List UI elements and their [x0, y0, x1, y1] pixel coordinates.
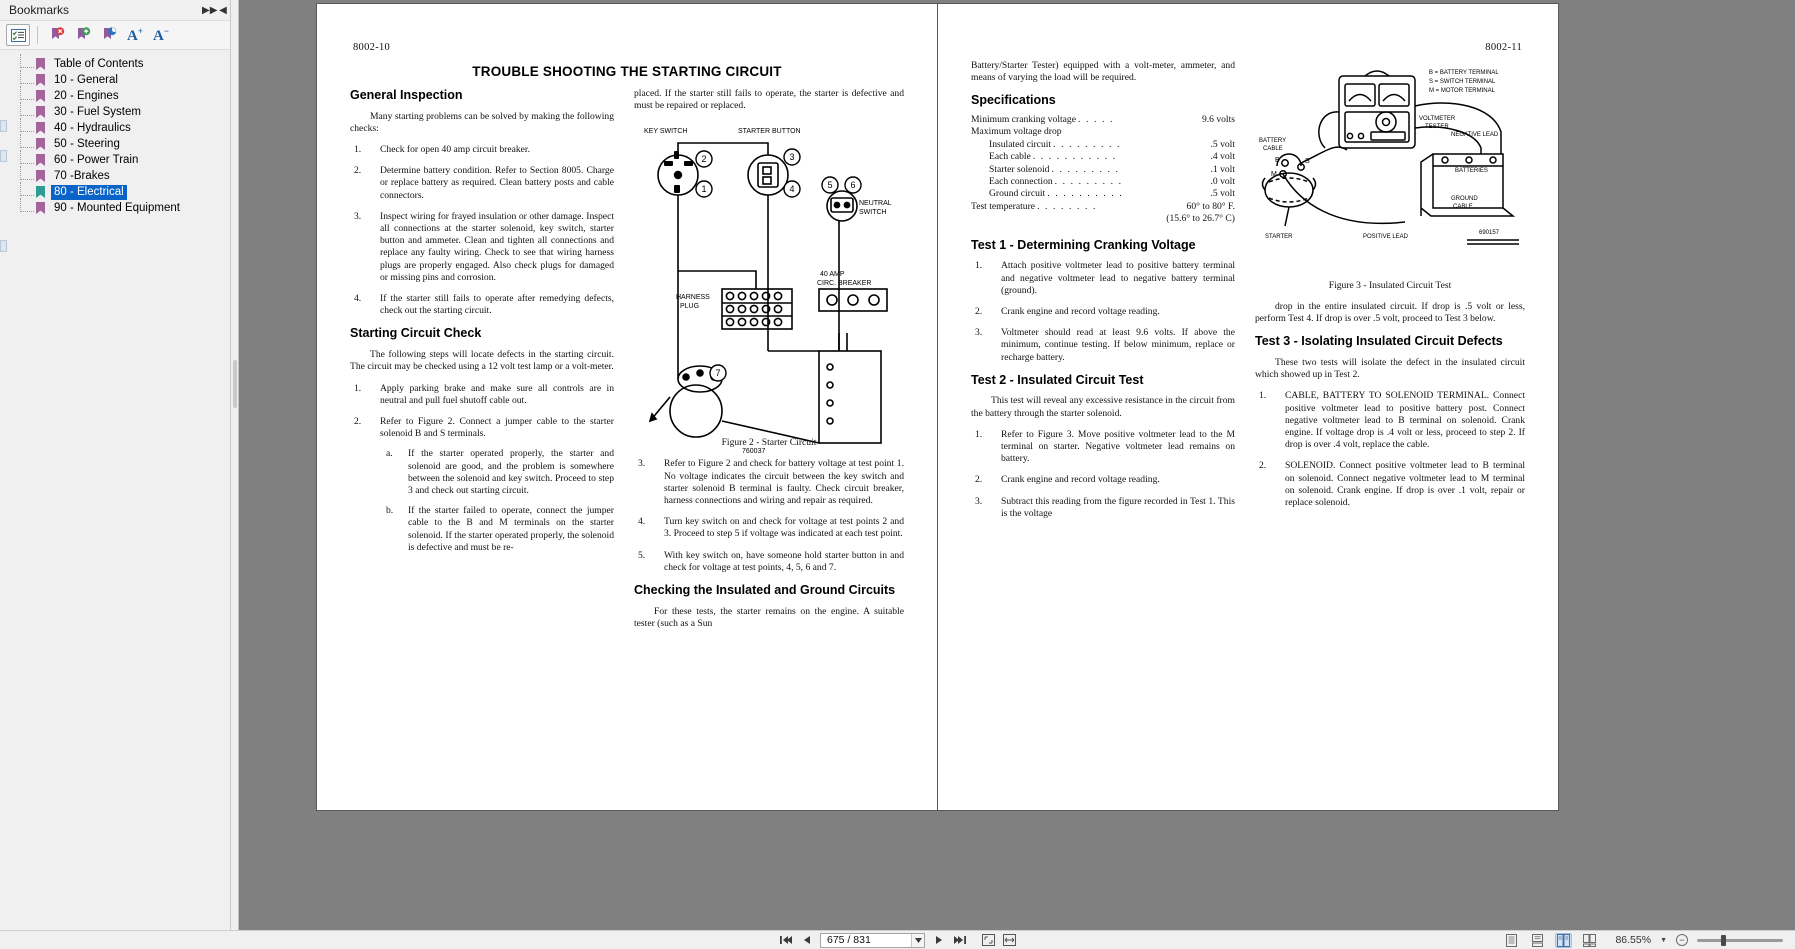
label-breaker-1: 40 AMP	[820, 271, 845, 279]
spec-name: Insulated circuit	[989, 138, 1052, 150]
fit-width-icon[interactable]	[1002, 933, 1017, 948]
page-title: TROUBLE SHOOTING THE STARTING CIRCUIT	[472, 64, 782, 79]
leader-dots: . . . . . . . . .	[1053, 138, 1122, 150]
tree-connector-icon	[20, 86, 34, 100]
page-columns	[350, 88, 904, 790]
list-item	[380, 448, 614, 497]
bookmark-label: 50 - Steering	[54, 137, 120, 150]
font-smaller-label: A−	[153, 25, 169, 44]
list-text: Subtract this reading from the figure recorded in Test 1. This is the voltage	[1001, 495, 1235, 519]
list-marker: a.	[386, 448, 393, 460]
spec-name: Starter solenoid	[989, 163, 1050, 175]
leader-dots: . . . . . . . . .	[1051, 163, 1120, 175]
label-ground-cable-1: GROUND	[1451, 196, 1478, 202]
spec-row	[971, 201, 1235, 213]
list-text: Refer to Figure 3. Move positive voltmeter lead to the M terminal on starter. Negative voltmeter lead remains on battery.	[1001, 428, 1235, 465]
font-smaller-icon[interactable]	[149, 24, 173, 46]
spec-name: Maximum voltage drop	[971, 126, 1062, 138]
list-marker: 2.	[975, 474, 983, 486]
document-page-left	[317, 4, 937, 810]
label-starter-button: STARTER BUTTON	[738, 128, 801, 136]
list-text: Determine battery condition. Refer to Section 8005. Charge or replace battery as required. Clean battery posts and cable connectors.	[380, 165, 614, 201]
view-controls-group	[1503, 933, 1783, 948]
list-item	[1255, 460, 1525, 509]
two-page-scroll-icon[interactable]	[1581, 933, 1598, 948]
svg-text:5: 5	[827, 180, 833, 191]
circuit-check-steps	[350, 383, 614, 554]
bookmark-item-10-general[interactable]	[0, 72, 230, 88]
label-neutral-switch-2: SWITCH	[859, 209, 887, 217]
previous-page-icon[interactable]	[799, 933, 814, 948]
bookmark-label: 60 - Power Train	[54, 153, 139, 166]
bookmarks-header	[0, 0, 230, 20]
tree-connector-icon	[20, 166, 34, 180]
page-number-right: 8002-11	[1485, 42, 1522, 53]
font-larger-icon[interactable]	[123, 24, 147, 46]
tree-connector-icon	[20, 182, 34, 196]
label-battery-cable-1: BATTERY	[1259, 138, 1287, 144]
list-marker: 1.	[975, 428, 983, 440]
spec-row	[971, 188, 1235, 200]
list-marker: 3.	[975, 327, 983, 339]
list-text: CABLE, BATTERY TO SOLENOID TERMINAL. Connect positive voltmeter lead to positive battery post. Connect negative voltmeter lead to B terminal on solenoid. Crank engine. If voltage drop is .4 volt or less, proceed to step 2. If drop is over .4 volt, replace the cable.	[1285, 390, 1525, 451]
legend-s: S = SWITCH TERMINAL	[1429, 79, 1496, 85]
list-text: Refer to Figure 2 and check for battery voltage at test point 1. No voltage indicates the circuit between the key switch and starter solenoid B terminal is faulty. Check circuit breaker, harness connections and wiring and repair as required.	[664, 458, 904, 507]
font-larger-label: A+	[127, 25, 143, 44]
bookmark-item-70-brakes[interactable]	[0, 168, 230, 184]
tree-connector-icon	[20, 134, 34, 148]
terminal-s: S	[1305, 158, 1310, 165]
list-marker: 3.	[638, 458, 646, 470]
bookmark-item-20-engines[interactable]	[0, 88, 230, 104]
column-right	[1255, 60, 1525, 790]
label-battery-cable-2: CABLE	[1263, 146, 1283, 152]
label-negative-lead: NEGATIVE LEAD	[1451, 132, 1499, 138]
leader-dots: . . . . . . . . .	[1054, 176, 1123, 188]
list-item	[971, 496, 1235, 520]
close-panel-icon[interactable]: ◀	[219, 4, 227, 16]
bookmark-label: 30 - Fuel System	[54, 105, 141, 118]
continued-text: placed. If the starter still fails to operate, the starter is defective and must be repaired or replaced.	[634, 88, 904, 112]
list-text: Apply parking brake and make sure all controls are in neutral and pull fuel shutoff cable out.	[380, 382, 614, 406]
list-item	[971, 474, 1235, 486]
spec-row	[971, 114, 1235, 126]
list-item	[380, 505, 614, 554]
bookmark-item-30-fuel-system[interactable]	[0, 104, 230, 120]
checklist-icon[interactable]	[6, 24, 30, 46]
column-left	[350, 88, 614, 790]
bookmark-label: 20 - Engines	[54, 89, 119, 102]
bookmark-flag-icon	[36, 121, 45, 135]
leader-dots: . . . . . . . . . . .	[1032, 151, 1117, 163]
list-item	[350, 416, 614, 554]
continuous-scroll-icon[interactable]	[1529, 933, 1546, 948]
heading-test-1: Test 1 - Determining Cranking Voltage	[971, 237, 1196, 252]
test3-steps-list	[1255, 390, 1525, 509]
bookmark-item-50-steering[interactable]	[0, 136, 230, 152]
zoom-out-icon[interactable]: −	[1676, 934, 1688, 946]
page-number-left: 8002-10	[353, 42, 391, 53]
bookmark-label: 90 - Mounted Equipment	[54, 201, 180, 214]
label-ground-cable-2: CABLE	[1453, 204, 1473, 210]
figure-2-caption: Figure 2 - Starter Circuit	[721, 437, 817, 449]
list-item	[971, 429, 1235, 466]
page-number-field[interactable]	[820, 933, 925, 948]
bookmark-label: 10 - General	[54, 73, 118, 86]
spec-value: 9.6 volts	[1201, 114, 1235, 126]
label-harness-2: PLUG	[680, 303, 700, 311]
chevron-down-icon[interactable]: ▼	[1660, 936, 1667, 944]
spec-temperature-metric: (15.6° to 26.7° C)	[1166, 213, 1235, 225]
two-page-view-icon[interactable]	[1555, 933, 1572, 948]
bookmark-flag-icon	[36, 185, 45, 199]
spec-name: Each connection	[989, 176, 1053, 188]
tree-connector-icon	[20, 70, 34, 84]
bookmarks-panel	[0, 0, 231, 930]
bookmark-item-60-power-train[interactable]	[0, 152, 230, 168]
document-viewer[interactable]	[239, 0, 1795, 930]
zoom-level-label: 86.55%	[1615, 934, 1652, 946]
spec-row	[971, 151, 1235, 163]
list-text: Refer to Figure 2. Connect a jumper cable to the starter solenoid B and S terminals.	[380, 415, 614, 440]
fit-page-icon[interactable]	[981, 933, 996, 948]
svg-text:3: 3	[789, 152, 795, 163]
spec-value: .4 volt	[1210, 151, 1235, 163]
spec-row	[971, 126, 1235, 138]
spec-name: Ground circuit	[989, 188, 1046, 200]
bookmark-flag-icon	[36, 153, 45, 167]
edge-marker	[0, 120, 7, 132]
document-page-right	[938, 4, 1558, 810]
legend-b: B = BATTERY TERMINAL	[1429, 70, 1499, 76]
sub-steps-list	[380, 448, 614, 554]
spec-value: .0 volt	[1210, 176, 1235, 188]
last-page-icon[interactable]	[952, 933, 967, 948]
bookmark-flag-icon	[36, 89, 45, 103]
label-harness-1: HARNESS	[676, 294, 710, 302]
list-text: Check for open 40 amp circuit breaker.	[380, 144, 530, 156]
edge-marker	[0, 150, 7, 162]
general-checks-list	[350, 144, 614, 317]
insulated-circuit-diagram	[1255, 62, 1525, 274]
list-text: Inspect wiring for frayed insulation or other damage. Inspect all connections at the starter solenoid, key switch, starter button and ammeter. Clean and tighten all connections and replace any faulty wiring. Check to see that wiring harness plugs are properly engaged. Also check plugs for damaged or missing pins and corrosion.	[380, 210, 614, 283]
list-item	[971, 327, 1235, 364]
leader-dots: . . . . . . . . . .	[1047, 188, 1124, 200]
list-marker: 2.	[1259, 460, 1267, 472]
circuit-check-intro: The following steps will locate defects in the starting circuit. The circuit may be checked using a 12 volt test lamp or a volt-meter.	[350, 349, 614, 373]
figure-3-insulated-circuit-test	[1255, 62, 1525, 274]
legend-m: M = MOTOR TERMINAL	[1429, 88, 1495, 94]
terminal-b: B	[1275, 157, 1280, 164]
bookmark-add-icon[interactable]	[71, 24, 95, 46]
bookmark-delete-icon[interactable]	[45, 24, 69, 46]
bookmark-flag-icon	[36, 137, 45, 151]
bookmark-edit-icon[interactable]	[97, 24, 121, 46]
list-marker: 4.	[354, 293, 362, 305]
test1-steps-list	[971, 260, 1235, 363]
column-left	[971, 60, 1235, 790]
continued-text: Battery/Starter Tester) equipped with a volt-meter, ammeter, and means of varying the load will be required.	[971, 60, 1235, 84]
bookmarks-toolbar	[0, 20, 230, 50]
zoom-slider[interactable]	[1697, 939, 1783, 942]
list-text: Crank engine and record voltage reading.	[1001, 305, 1160, 317]
list-marker: 3.	[975, 495, 983, 507]
svg-text:4: 4	[789, 184, 795, 195]
bookmark-item-toc[interactable]	[0, 56, 230, 72]
leader-dots: . . . . . . . .	[1037, 200, 1098, 212]
bookmark-item-40-hydraulics[interactable]	[0, 120, 230, 136]
label-neutral-switch-1: NEUTRAL	[859, 200, 892, 208]
list-item	[634, 458, 904, 507]
bookmark-label: 70 -Brakes	[54, 169, 110, 182]
spec-name: Test temperature	[971, 200, 1036, 212]
bookmark-label: Table of Contents	[54, 57, 144, 70]
list-item	[1255, 390, 1525, 451]
collapse-panel-icon[interactable]: ▶▶	[202, 4, 218, 16]
insulated-ground-text: For these tests, the starter remains on the engine. A suitable tester (such as a Sun	[634, 605, 904, 629]
bookmark-item-80-electrical[interactable]	[0, 184, 230, 200]
splitter-grip[interactable]	[233, 360, 237, 408]
first-page-icon[interactable]	[778, 933, 793, 948]
tree-connector-icon	[20, 118, 34, 132]
spec-value: .5 volt	[1210, 188, 1235, 200]
list-marker: 1.	[975, 260, 983, 272]
bookmark-item-90-mounted-equipment[interactable]	[0, 200, 230, 216]
spec-value: .1 volt	[1210, 163, 1235, 175]
panel-edge-markers	[0, 120, 8, 420]
list-marker: 1.	[354, 382, 362, 394]
bookmark-flag-icon	[36, 169, 45, 183]
list-item	[634, 550, 904, 574]
list-marker: 2.	[354, 415, 362, 427]
list-text: Turn key switch on and check for voltage at test points 2 and 3. Proceed to step 5 if voltage was indicated at each test point.	[664, 516, 904, 540]
list-marker: 3.	[354, 210, 362, 222]
tree-connector-icon	[20, 198, 34, 212]
bookmark-flag-icon	[36, 105, 45, 119]
bookmark-label: 80 - Electrical	[51, 185, 127, 200]
spec-name: Minimum cranking voltage	[971, 114, 1076, 126]
list-text: If the starter failed to operate, connect the jumper cable to the B and M terminals on the starter solenoid. If the starter operated properly, the solenoid is defective and must be re-	[408, 505, 614, 553]
list-marker: 1.	[1259, 390, 1267, 402]
spec-row	[971, 176, 1235, 188]
figure2-steps-list	[634, 458, 904, 574]
figure-3-caption: Figure 3 - Insulated Circuit Test	[1328, 280, 1452, 291]
list-marker: 2.	[975, 305, 983, 317]
list-item	[634, 516, 904, 540]
zoom-slider-knob[interactable]	[1721, 935, 1726, 946]
heading-test-3: Test 3 - Isolating Insulated Circuit Defects	[1255, 334, 1503, 349]
list-text: SOLENOID. Connect positive voltmeter lead to B terminal on solenoid. Connect negative voltmeter lead to M terminal on solenoid. Crank engine. If drop is over .1 volt, repair or replace solenoid.	[1285, 460, 1525, 509]
edge-marker	[0, 240, 7, 252]
list-text: If the starter still fails to operate after remedying defects, check out the starting circuit.	[380, 293, 614, 317]
list-marker: 4.	[638, 516, 646, 528]
spec-name: Each cable	[989, 151, 1031, 163]
bookmarks-title: Bookmarks	[9, 3, 70, 17]
list-text: Voltmeter should read at least 9.6 volts. If above the minimum, continue testing. If below minimum, replace or recharge battery.	[1001, 327, 1235, 363]
list-item	[350, 144, 614, 156]
list-item	[350, 383, 614, 407]
spec-value: .5 volt	[1210, 138, 1235, 150]
terminal-m: M	[1271, 171, 1277, 178]
tree-connector-icon	[20, 54, 34, 68]
list-item	[971, 260, 1235, 297]
list-text: If the starter operated properly, the starter and solenoid are good, and the problem is somewhere between the solenoid and key switch. Proceed to step 3 and check out starting circuit.	[408, 448, 614, 496]
specifications-list	[971, 114, 1235, 226]
status-bar	[0, 930, 1795, 949]
next-page-icon[interactable]	[931, 933, 946, 948]
list-item	[350, 165, 614, 202]
heading-starting-circuit-check: Starting Circuit Check	[350, 326, 482, 341]
label-voltmeter: VOLTMETER	[1419, 116, 1456, 122]
test3-intro: These two tests will isolate the defect in the insulated circuit which showed up in Test 2.	[1255, 357, 1525, 381]
label-key-switch: KEY SWITCH	[644, 128, 688, 136]
page-number-input[interactable]	[821, 934, 911, 947]
heading-specifications: Specifications	[971, 93, 1056, 108]
list-marker: b.	[386, 505, 394, 517]
panel-splitter[interactable]	[231, 0, 239, 930]
heading-checking-insulated-ground: Checking the Insulated and Ground Circuits	[634, 583, 896, 598]
label-tester: TESTER	[1425, 124, 1449, 130]
general-intro-text: Many starting problems can be solved by making the following checks:	[350, 110, 614, 134]
page-dropdown-caret-icon[interactable]	[911, 934, 924, 947]
svg-text:7: 7	[715, 368, 721, 379]
label-positive-lead: POSITIVE LEAD	[1363, 234, 1409, 240]
label-starter: STARTER	[1265, 234, 1293, 240]
list-marker: 2.	[354, 165, 362, 177]
bookmark-flag-icon	[36, 201, 45, 215]
tree-connector-icon	[20, 102, 34, 116]
list-text: Attach positive voltmeter lead to positive battery terminal and negative voltmeter lead to negative battery terminal (ground).	[1001, 260, 1235, 296]
continued-drop-text: drop in the entire insulated circuit. If drop is .5 volt or less, perform Test 4. If drop is over .5 volt, proceed to Test 3 below.	[1255, 301, 1525, 325]
spec-row	[971, 139, 1235, 151]
svg-text:6: 6	[850, 180, 856, 191]
list-text: Crank engine and record voltage reading.	[1001, 474, 1160, 486]
bookmark-list	[0, 50, 230, 216]
svg-text:1: 1	[701, 184, 707, 195]
test2-steps-list	[971, 429, 1235, 520]
tree-connector-icon	[20, 150, 34, 164]
figure-3-drawing-id: 690157	[1479, 230, 1500, 236]
list-item	[971, 306, 1235, 318]
list-marker: 5.	[638, 549, 646, 561]
column-right	[634, 88, 904, 790]
list-text: With key switch on, have someone hold starter button in and check for voltage at test points, 4, 5, 6 and 7.	[664, 549, 904, 573]
heading-test-2: Test 2 - Insulated Circuit Test	[971, 372, 1144, 387]
heading-general-inspection: General Inspection	[350, 88, 463, 102]
spec-value: 60° to 80° F.	[1186, 200, 1235, 212]
figure-2-drawing-id: 760037	[742, 448, 766, 456]
bookmark-flag-icon	[36, 57, 45, 71]
bookmark-label: 40 - Hydraulics	[54, 121, 131, 134]
spec-row	[971, 164, 1235, 176]
test2-intro: This test will reveal any excessive resistance in the circuit from the battery through the starter solenoid.	[971, 395, 1235, 419]
leader-dots: . . . . .	[1077, 114, 1114, 126]
single-page-view-icon[interactable]	[1503, 933, 1520, 948]
label-breaker-2: CIRC. BREAKER	[817, 280, 872, 288]
bookmark-flag-icon	[36, 73, 45, 87]
list-marker: 1.	[354, 144, 362, 156]
list-item	[350, 211, 614, 284]
page-columns	[971, 60, 1525, 790]
list-item	[350, 293, 614, 317]
svg-text:2: 2	[701, 154, 707, 165]
label-batteries: BATTERIES	[1455, 168, 1488, 174]
toolbar-divider	[37, 26, 38, 44]
